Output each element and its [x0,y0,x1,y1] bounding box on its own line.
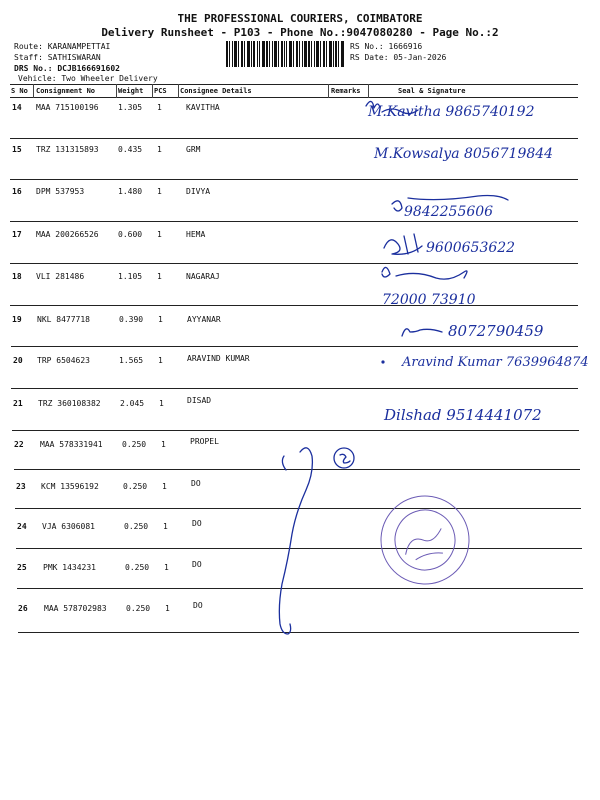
row-23-consignment: KCM 13596192 [41,482,99,491]
company-title: THE PROFESSIONAL COURIERS, COIMBATORE [177,12,423,25]
ink-dot [381,360,384,363]
row-16-sno: 16 [12,187,22,196]
row-14-signature: M.Kavitha 9865740192 [368,104,535,120]
runsheet-subtitle: Delivery Runsheet - P103 - Phone No.:9047080280 - Page No.:2 [101,26,499,39]
row-25-consignee: DO [192,560,202,569]
row-15-sno: 15 [12,145,22,154]
row-19-sno: 19 [12,315,22,324]
row-23-weight: 0.250 [123,482,148,491]
row-18-sno: 18 [12,272,22,281]
row-24-consignment: VJA 6306081 [42,522,95,531]
col-header-consignment: Consignment No [36,87,96,95]
row-21-signature: Dilshad 9514441072 [384,406,542,424]
row-17-pcs: 1 [157,230,162,239]
rs-date: RS Date: 05-Jan-2026 [350,53,447,62]
row-17-consignee: HEMA [186,230,206,239]
vehicle-label: Vehicle: Two Wheeler Delivery [18,74,158,83]
col-header-sno: S No [11,87,28,95]
row-19-consignment: NKL 8477718 [37,315,90,324]
row-15-consignee: GRM [186,145,201,154]
row-14-sno: 14 [12,103,22,112]
row-17-sno: 17 [12,230,22,239]
row-26-weight: 0.250 [126,604,151,613]
row-21-consignee: DISAD [187,396,212,405]
row-16-weight: 1.480 [118,187,143,196]
row-15-pcs: 1 [157,145,162,154]
row-18-weight: 1.105 [118,272,143,281]
row-23-pcs: 1 [162,482,167,491]
col-header-pcs: PCS [154,87,167,95]
signature-scribble [384,234,422,254]
row-22-consignment: MAA 578331941 [40,440,103,449]
rs-number: RS No.: 1666916 [350,42,423,51]
row-16-pcs: 1 [157,187,162,196]
row-23-sno: 23 [16,482,26,491]
row-16-consignment: DPM 537953 [36,187,85,196]
row-19-pcs: 1 [158,315,163,324]
row-20-pcs: 1 [158,356,163,365]
row-25-weight: 0.250 [125,563,150,572]
row-14-weight: 1.305 [118,103,143,112]
row-20-signature: Aravind Kumar 7639964874 [402,355,589,370]
row-25-sno: 25 [17,563,27,572]
row-15-signature: M.Kowsalya 8056719844 [374,146,554,162]
row-14-pcs: 1 [157,103,162,112]
row-24-sno: 24 [17,522,27,531]
row-22-sno: 22 [14,440,24,449]
row-21-weight: 2.045 [120,399,145,408]
row-17-weight: 0.600 [118,230,143,239]
row-19-signature: 8072790459 [448,322,544,340]
row-16-consignee: DIVYA [186,187,211,196]
row-18-signature: 72000 73910 [382,292,476,308]
row-26-sno: 26 [18,604,28,613]
col-header-weight: Weight [118,87,144,95]
row-24-weight: 0.250 [124,522,149,531]
signature-scribble [282,456,286,470]
signature-scribble [402,329,442,336]
staff-label: Staff: SATHISWARAN [14,53,101,62]
row-21-consignment: TRZ 360108382 [38,399,101,408]
route-label: Route: KARANAMPETTAI [14,42,111,51]
row-22-pcs: 1 [161,440,166,449]
circled-mark [334,448,354,468]
row-26-consignment: MAA 578702983 [44,604,107,613]
row-18-consignee: NAGARAJ [186,272,220,281]
row-20-consignment: TRP 6504623 [37,356,90,365]
signature-scribble [382,267,467,279]
row-20-sno: 20 [13,356,23,365]
row-15-weight: 0.435 [118,145,143,154]
row-24-consignee: DO [192,519,202,528]
row-26-pcs: 1 [165,604,170,613]
row-15-consignment: TRZ 131315893 [36,145,99,154]
row-22-weight: 0.250 [122,440,147,449]
row-17-signature: 9600653622 [426,240,516,256]
drs-label: DRS No.: DCJB166691602 [14,64,120,73]
signature-scribble [279,448,312,634]
row-20-consignee: ARAVIND KUMAR [187,354,250,363]
col-header-seal: Seal & Signature [398,87,466,95]
row-26-consignee: DO [193,601,203,610]
company-seal-stamp [370,485,481,596]
row-16-signature: 9842255606 [404,204,494,220]
row-21-pcs: 1 [159,399,164,408]
row-23-consignee: DO [191,479,201,488]
row-25-pcs: 1 [164,563,169,572]
row-18-consignment: VLI 281486 [36,272,85,281]
circled-mark [340,454,350,463]
row-18-pcs: 1 [157,272,162,281]
row-21-sno: 21 [13,399,23,408]
col-header-consignee: Consignee Details [180,87,252,95]
row-19-weight: 0.390 [119,315,144,324]
row-14-consignment: MAA 715100196 [36,103,99,112]
row-14-consignee: KAVITHA [186,103,220,112]
row-25-consignment: PMK 1434231 [43,563,96,572]
row-22-consignee: PROPEL [190,437,219,446]
row-17-consignment: MAA 200266526 [36,230,99,239]
row-24-pcs: 1 [163,522,168,531]
col-header-remarks: Remarks [331,87,361,95]
row-20-weight: 1.565 [119,356,144,365]
row-19-consignee: AYYANAR [187,315,221,324]
